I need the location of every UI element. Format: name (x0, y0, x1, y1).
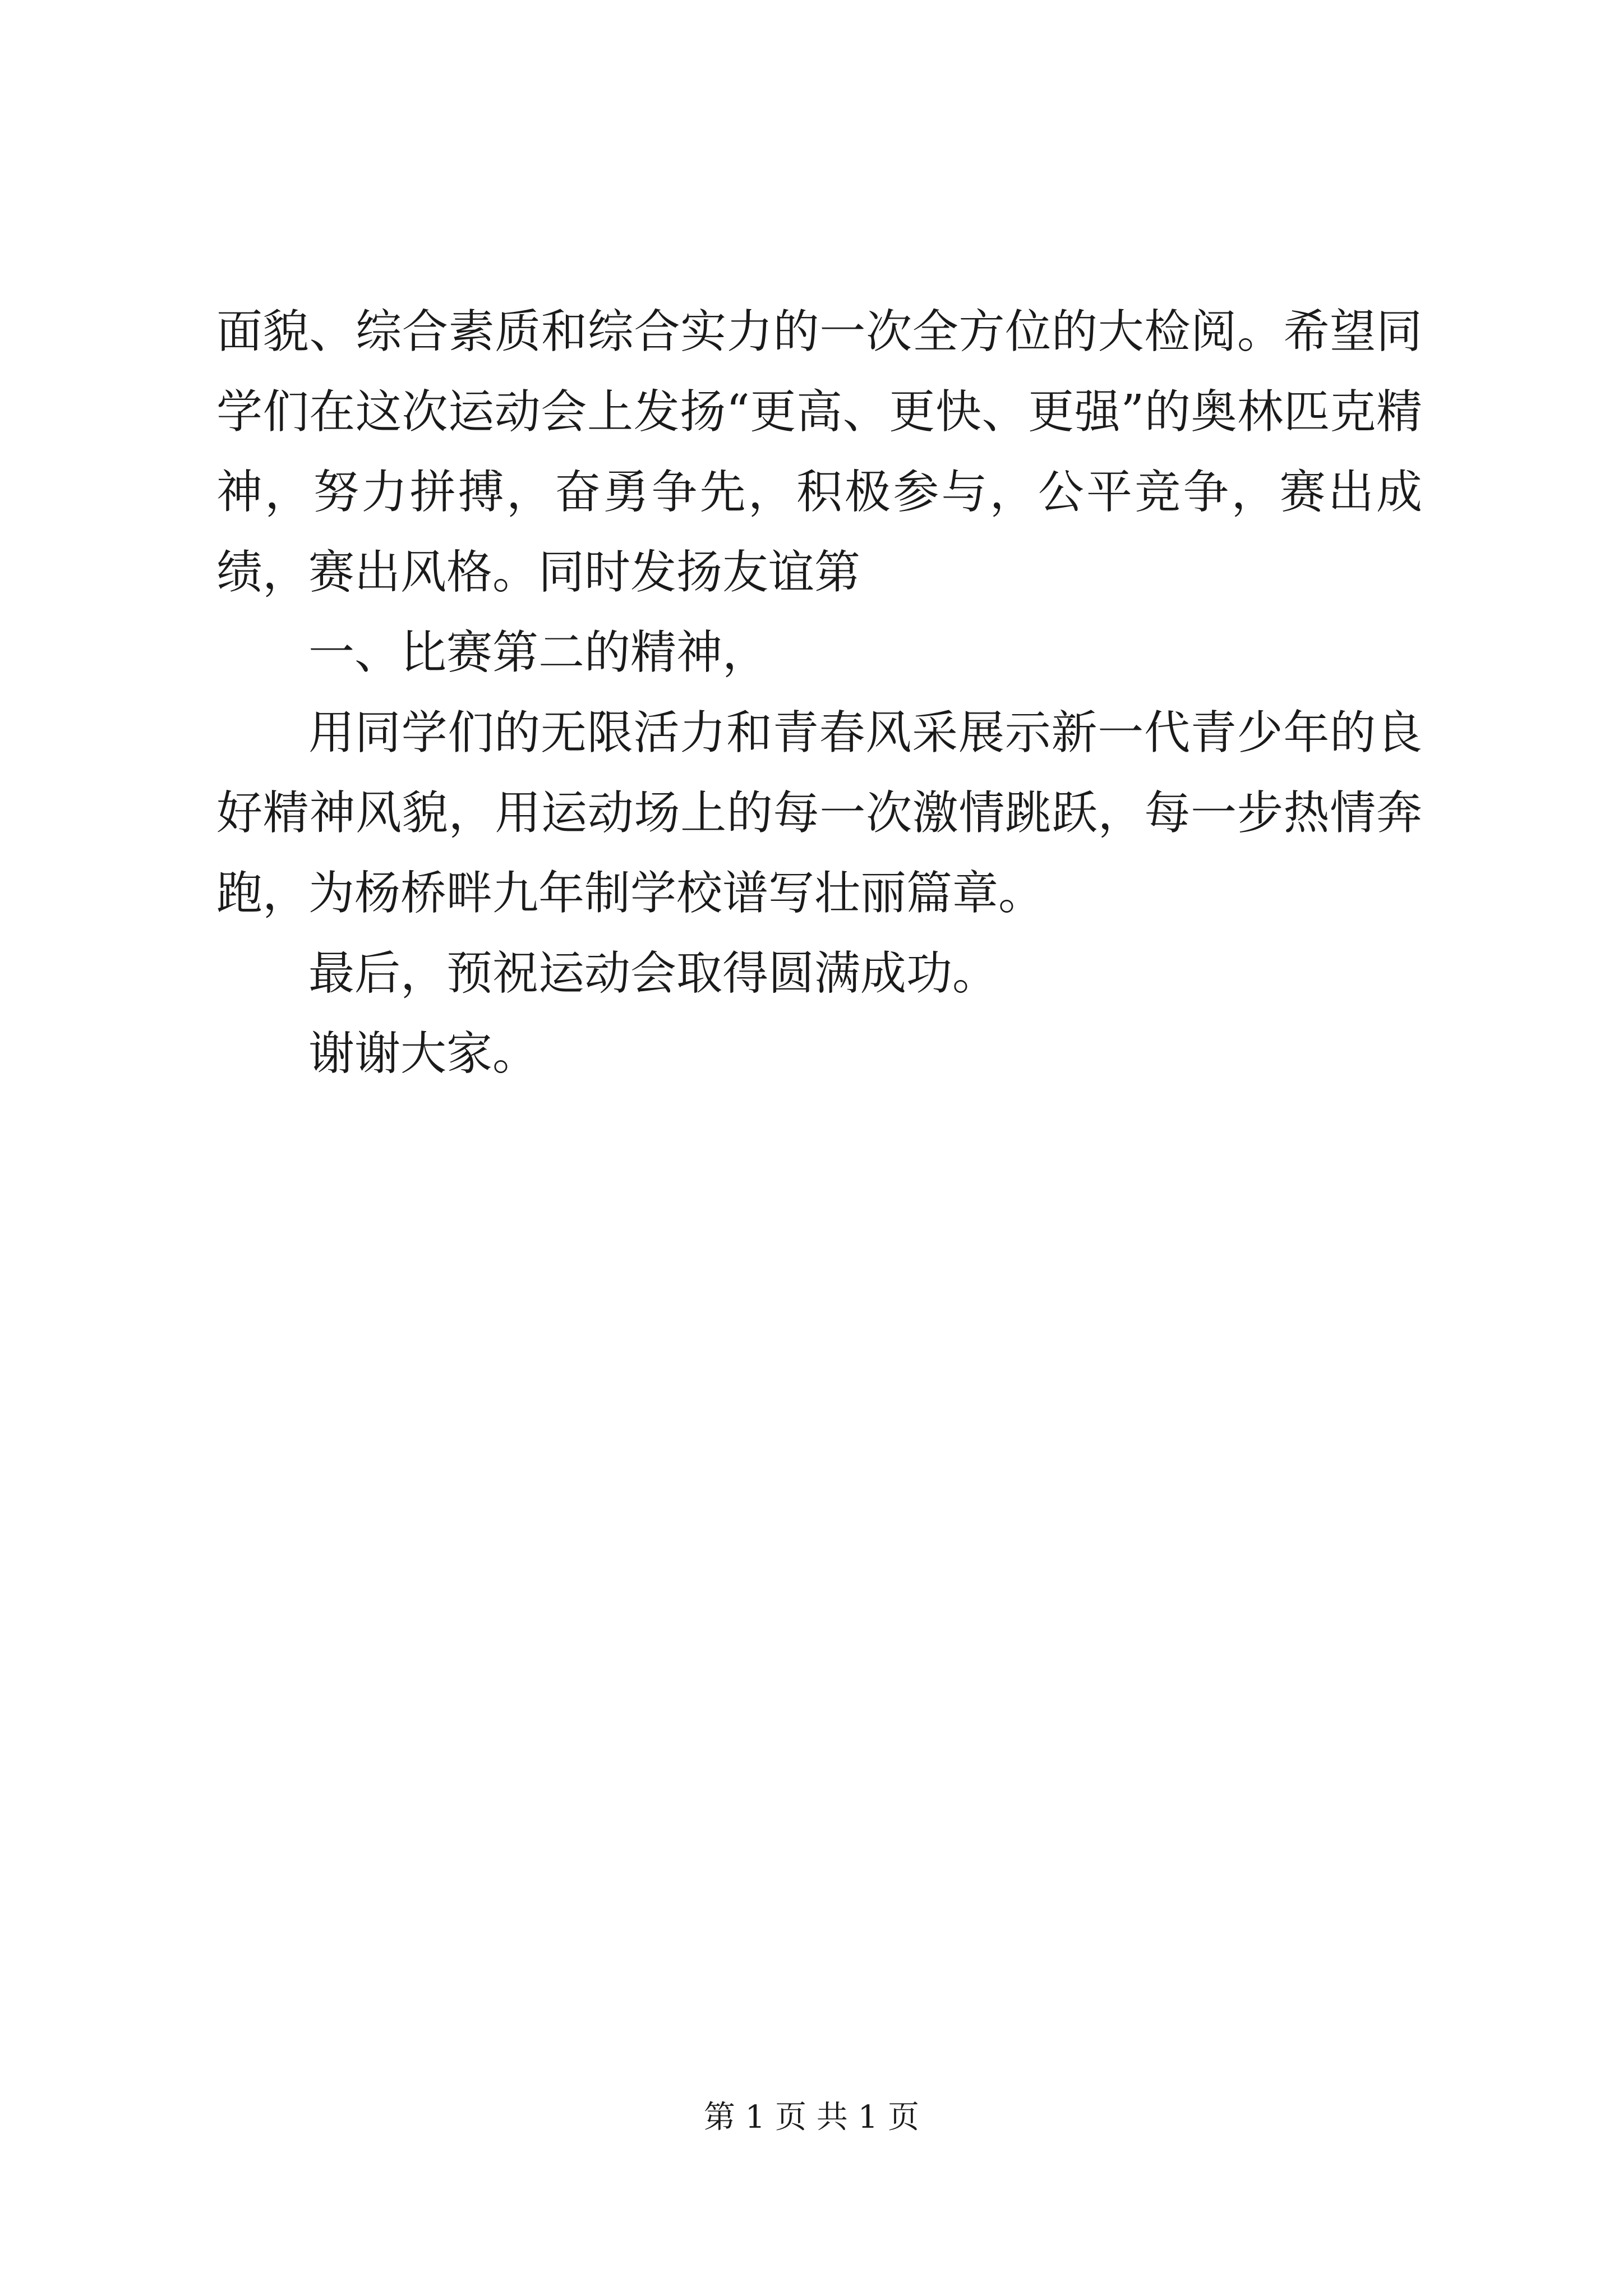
document-body (216, 292, 1422, 1094)
paragraph-1: 面貌、综合素质和综合实力的一次全方位的大检阅。希望同学们在这次运动会上发扬“更高、更快、更强”的奥林匹克精神，努力拼搏，奋勇争先，积极参与，公平竞争，赛出成绩，赛出风格。同时发扬友谊第 (216, 305, 1422, 599)
paragraph-4: 最后，预祝运动会取得圆满成功。 (308, 947, 999, 1000)
page-footer: 第 1 页 共 1 页 (703, 2099, 920, 2136)
paragraph-2: 一、比赛第二的精神， (308, 626, 769, 679)
paragraph-5: 谢谢大家。 (308, 1027, 539, 1080)
paragraph-3: 用同学们的无限活力和青春风采展示新一代青少年的良好精神风貌，用运动场上的每一次激情跳跃，每一步热情奔跑，为杨桥畔九年制学校谱写壮丽篇章。 (216, 706, 1422, 920)
